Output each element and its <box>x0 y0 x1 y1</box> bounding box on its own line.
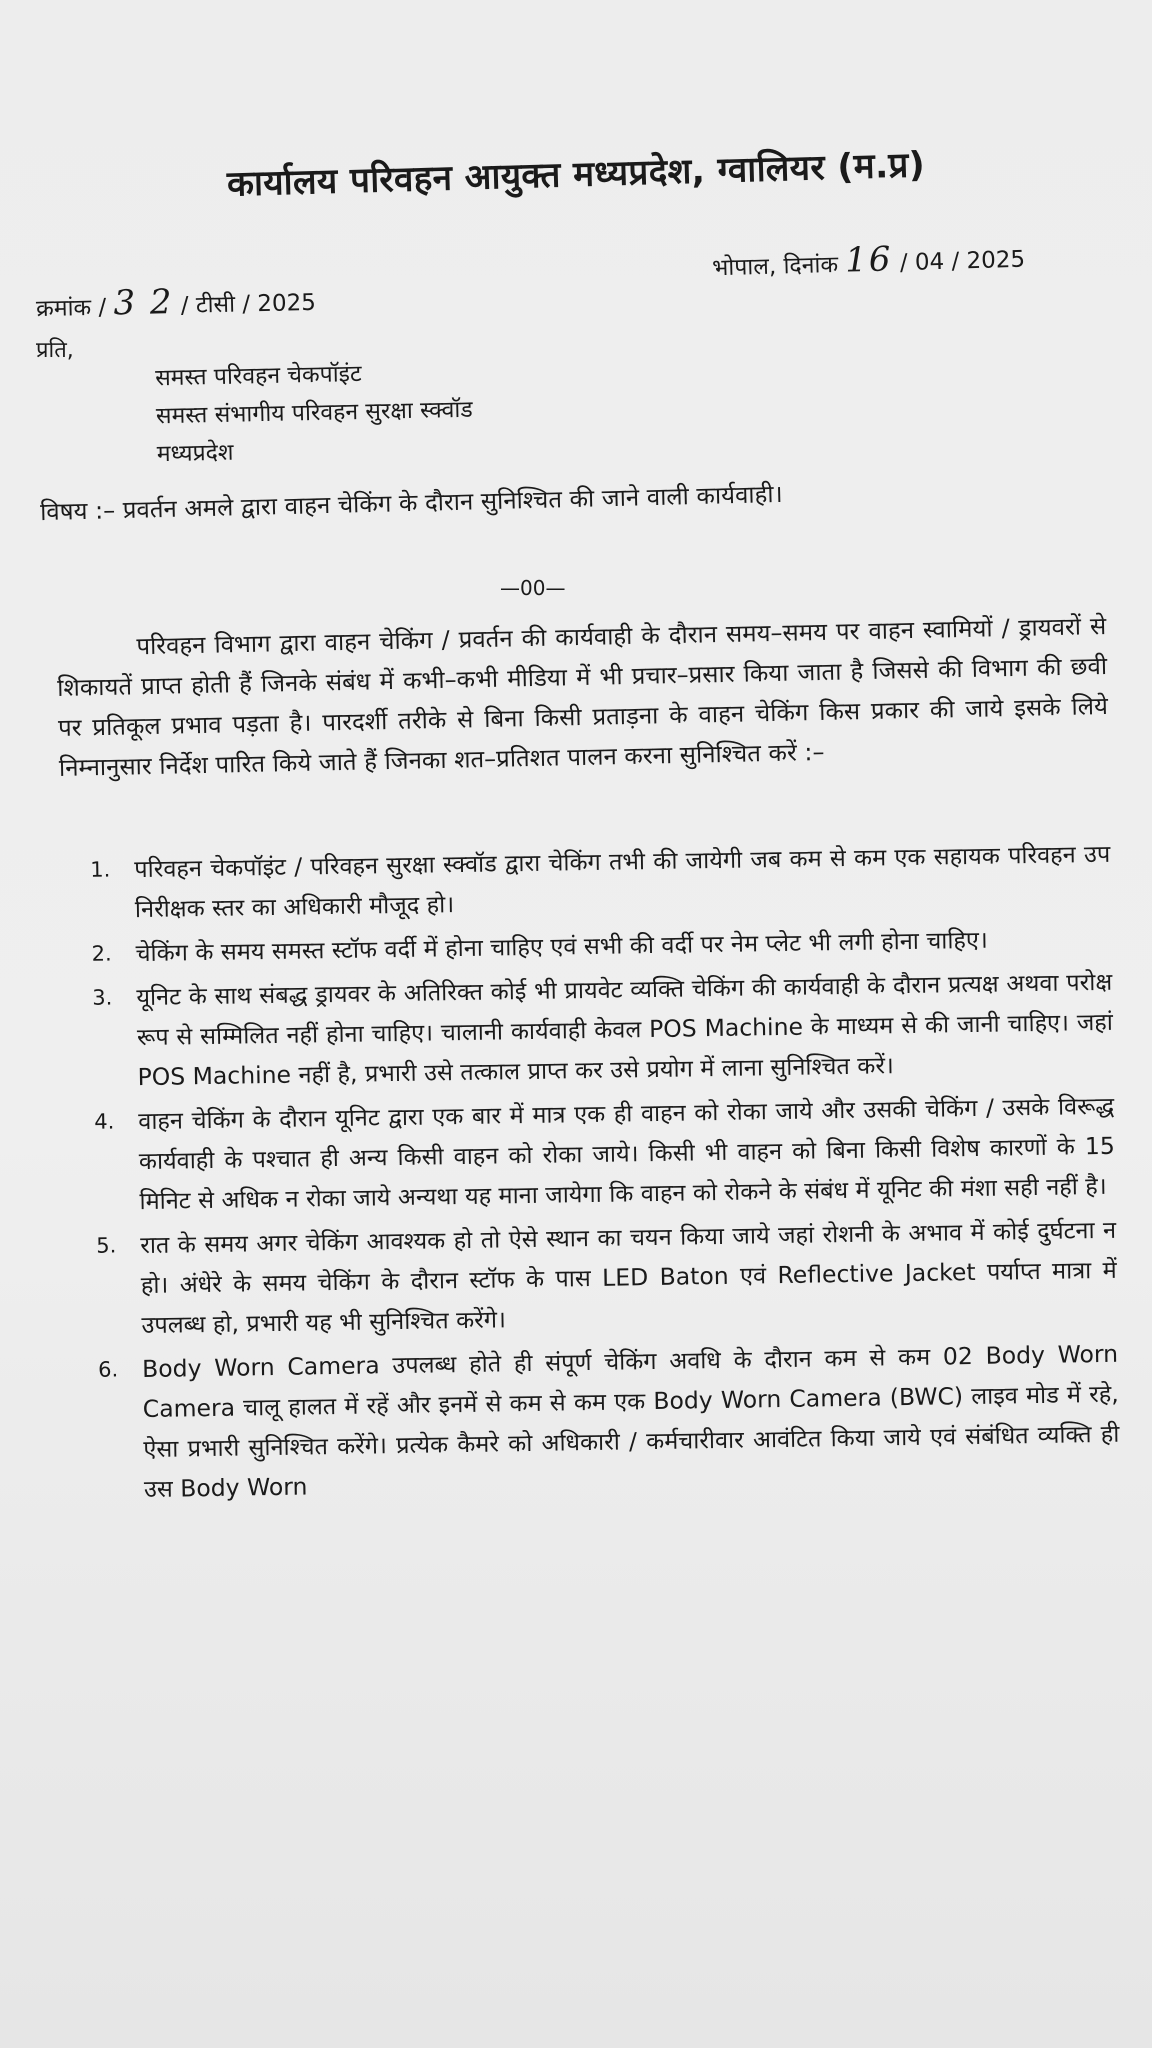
instruction-number: 5. <box>96 1233 117 1258</box>
instruction-item <box>84 1210 1118 1346</box>
date-suffix: / 04 / 2025 <box>899 246 1026 277</box>
addressee-line: समस्त संभागीय परिवहन सुरक्षा स्क्वॉड <box>155 396 473 430</box>
instruction-number: 1. <box>90 857 111 882</box>
addressee-line: मध्यप्रदेश <box>156 439 234 468</box>
instruction-text: Body Worn Camera उपलब्ध होते ही संपूर्ण चेकिंग अवधि के दौरान कम से कम 02 Body Worn Camera चालू हालत में रहें और इनमें से कम से कम एक Body Worn Camera (BWC) लाइव मोड में रहे, ऐसा प्रभारी सुनिश्चित करेंगे। प्रत्येक कैमरे को अधिकारी / कर्मचारीवार आवंटित किया जाये एवं संबंधित व्यक्ति ही उस Body Worn <box>141 1339 1120 1504</box>
reference-suffix: / टीसी / 2025 <box>180 289 317 319</box>
instruction-number: 4. <box>94 1109 115 1134</box>
instruction-item <box>82 1086 1116 1222</box>
addressee-line: समस्त परिवहन चेकपॉइंट <box>154 361 362 392</box>
instruction-number: 2. <box>91 941 112 966</box>
subject-line: विषय :– प्रवर्तन अमले द्वारा वाहन चेकिंग के दौरान सुनिश्चित की जाने वाली कार्यवाही। <box>39 479 783 527</box>
office-heading: कार्यालय परिवहन आयुक्त मध्यप्रदेश, ग्वालियर (म.प्र) <box>226 145 926 205</box>
reference-prefix: क्रमांक / <box>35 294 107 323</box>
instruction-text: रात के समय अगर चेकिंग आवश्यक हो तो ऐसे स्थान का चयन किया जाये जहां रोशनी के अभाव में कोई दुर्घटना न हो। अंधेरे के समय चेकिंग के दौरान स्टॉफ के पास LED Baton एवं Reflective Jacket पर्याप्त मात्रा में उपलब्ध हो, प्रभारी यह भी सुनिश्चित करेंगे। <box>139 1215 1117 1340</box>
date-day-handwritten: 16 <box>844 239 894 281</box>
instruction-text: वाहन चेकिंग के दौरान यूनिट द्वारा एक बार में मात्र एक ही वाहन को रोका जाये और उसकी चेकिंग / उसके विरूद्ध कार्यवाही के पश्चात ही अन्य किसी वाहन को रोका जाये। किसी भी वाहन को बिना किसी विशेष कारणों के 15 मिनिट से अधिक न रोका जाये अन्यथा यह माना जायेगा कि वाहन को रोकने के संबंध में यूनिट की मंशा सही नहीं है। <box>138 1091 1115 1216</box>
addressee-block <box>155 353 474 474</box>
date-line <box>712 236 1026 285</box>
instruction-item <box>80 962 1114 1098</box>
instruction-number: 3. <box>92 985 113 1010</box>
instruction-list <box>78 834 1120 1514</box>
reference-number-handwritten: 3 2 <box>112 282 174 324</box>
intro-paragraph: परिवहन विभाग द्वारा वाहन चेकिंग / प्रवर्तन की कार्यवाही के दौरान समय–समय पर वाहन स्वामियों / ड्रायवरों से शिकायतें प्राप्त होती हैं जिनके संबंध में कभी–कभी मीडिया में भी प्रचार–प्रसार किया जाता है जिससे की विभाग की छवी पर प्रतिकूल प्रभाव पड़ता है। पारदर्शी तरीके से बिना किसी प्रताड़ना के वाहन चेकिंग किस प्रकार की जाये इसके लिये निम्नानुसार निर्देश पारित किये जाते हैं जिनका शत–प्रतिशत पालन करना सुनिश्चित करें :– <box>56 612 1109 782</box>
instruction-text: चेकिंग के समय समस्त स्टॉफ वर्दी में होना चाहिए एवं सभी की वर्दी पर नेम प्लेट भी लगी होना चाहिए। <box>135 925 989 968</box>
instruction-item <box>86 1334 1120 1510</box>
to-label: प्रति, <box>36 338 74 363</box>
instruction-text: यूनिट के साथ संबद्ध ड्रायवर के अतिरिक्त कोई भी प्रायवेट व्यक्ति चेकिंग की कार्यवाही के दौरान प्रत्यक्ष अथवा परोक्ष रूप से सम्मिलित नहीं होना चाहिए। चालानी कार्यवाही केवल POS Machine के माध्यम से की जानी चाहिए। जहां POS Machine नहीं है, प्रभारी उसे तत्काल प्राप्त कर उसे प्रयोग में लाना सुनिश्चित करें। <box>136 967 1114 1092</box>
reference-number <box>36 279 317 325</box>
separator: —00— <box>500 576 566 600</box>
instruction-item <box>78 834 1111 930</box>
instruction-number: 6. <box>97 1357 119 1382</box>
instruction-text: परिवहन चेकपॉइंट / परिवहन सुरक्षा स्क्वॉड द्वारा चेकिंग तभी की जायेगी जब कम से कम एक सहायक परिवहन उप निरीक्षक स्तर का अधिकारी मौजूद हो। <box>134 839 1111 924</box>
date-prefix: भोपाल, दिनांक <box>711 251 839 282</box>
